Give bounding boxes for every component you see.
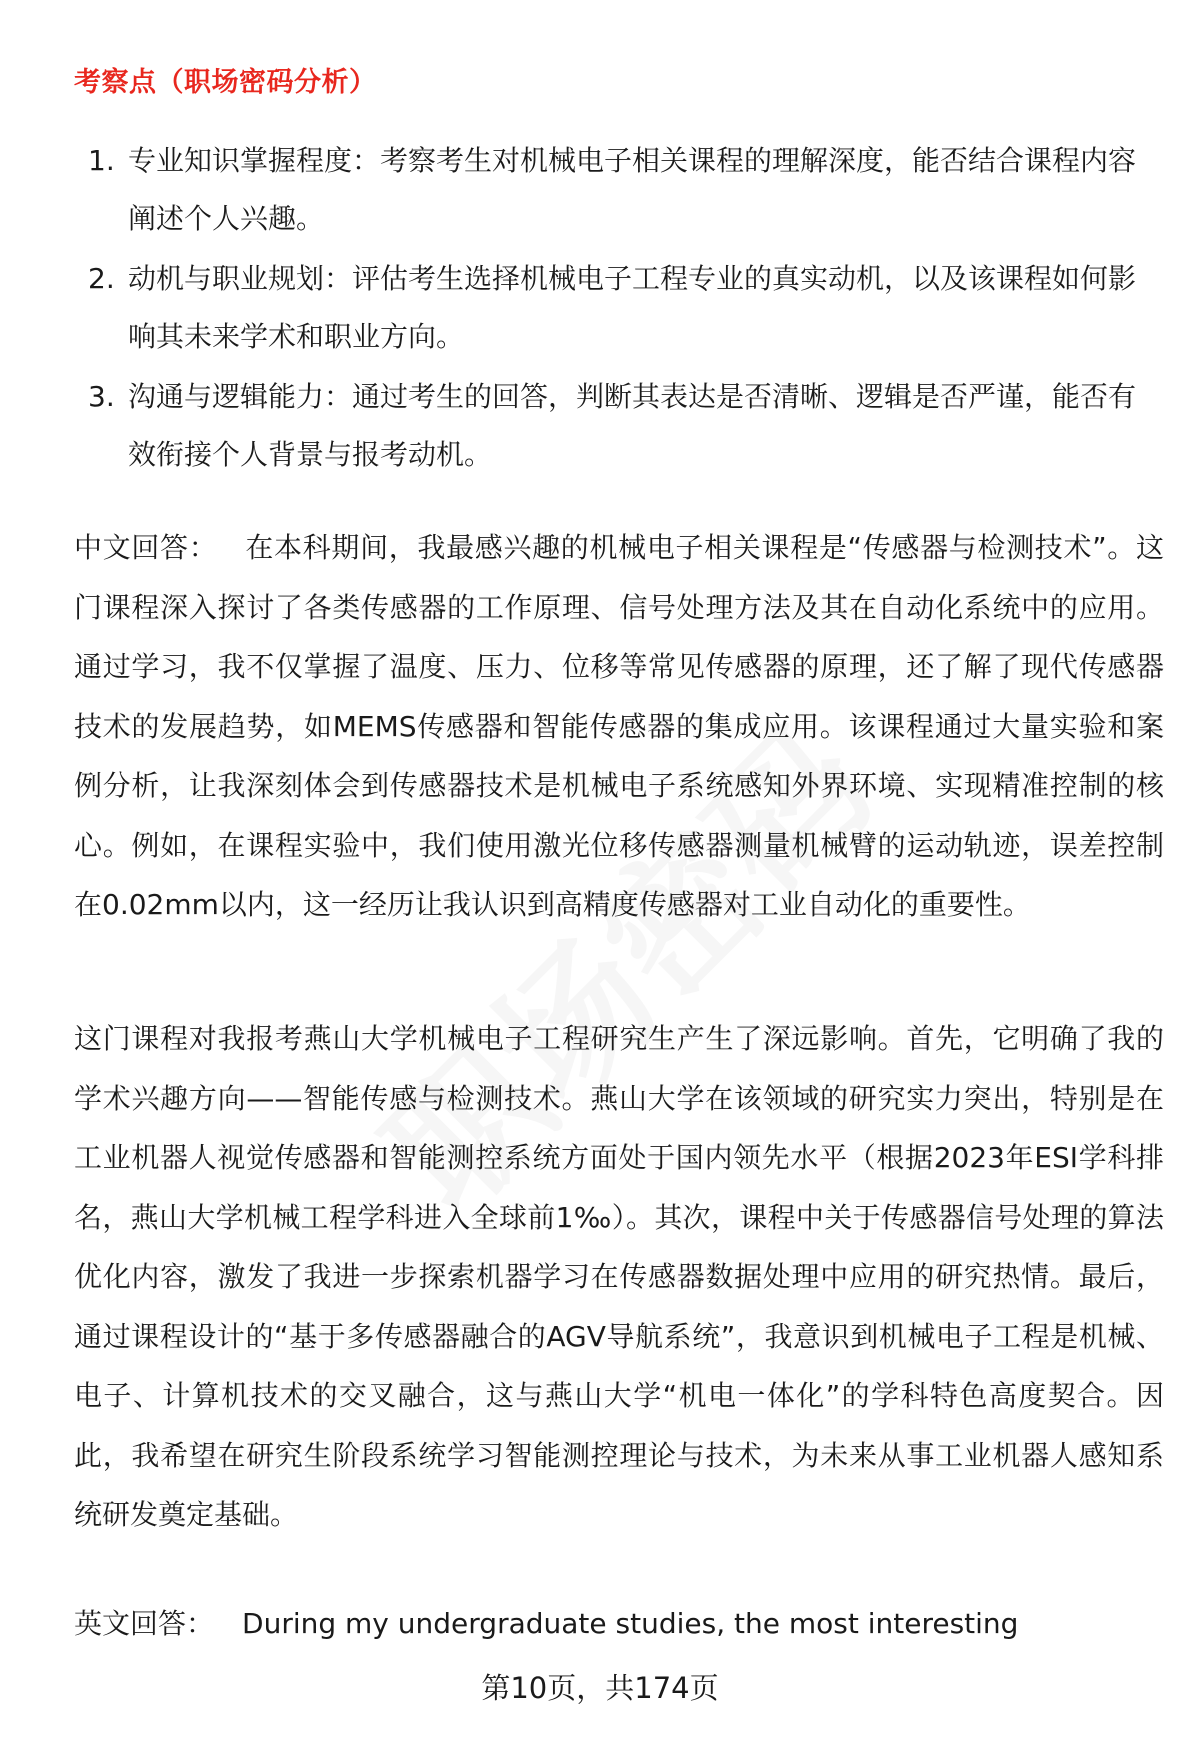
chinese-answer-paragraph-1 [74,518,1164,935]
list-item [74,132,1144,248]
list-item-number: 3. [88,380,115,413]
list-item-text: 沟通与逻辑能力：通过考生的回答，判断其表达是否清晰、逻辑是否严谨，能否有效衔接个人背景与报考动机。 [128,380,1137,471]
list-item-number: 1. [88,144,115,177]
chinese-answer-label: 中文回答： [74,531,218,564]
english-answer-label: 英文回答： [74,1607,215,1640]
english-answer-text: During my undergraduate studies, the most interesting [242,1607,1019,1640]
list-item-text: 专业知识掌握程度：考察考生对机械电子相关课程的理解深度，能否结合课程内容阐述个人兴趣。 [128,144,1137,235]
list-item-number: 2. [88,262,115,295]
list-item [74,368,1144,484]
chinese-answer-text-1: 在本科期间，我最感兴趣的机械电子相关课程是“传感器与检测技术”。这门课程深入探讨了各类传感器的工作原理、信号处理方法及其在自动化系统中的应用。通过学习，我不仅掌握了温度、压力、位移等常见传感器的原理，还了解了现代传感器技术的发展趋势，如MEMS传感器和智能传感器的集成应用。该课程通过大量实验和案例分析，让我深刻体会到传感器技术是机械电子系统感知外界环境、实现精准控制的核心。例如，在课程实验中，我们使用激光位移传感器测量机械臂的运动轨迹，误差控制在0.02mm以内，这一经历让我认识到高精度传感器对工业自动化的重要性。 [74,531,1164,921]
english-answer-paragraph [74,1594,1164,1654]
section-title: 考察点（职场密码分析） [74,67,377,98]
list-item [74,250,1144,366]
assessment-points-list [74,132,1144,486]
page-number-footer: 第10页，共174页 [481,1671,719,1705]
chinese-answer-paragraph-2: 这门课程对我报考燕山大学机械电子工程研究生产生了深远影响。首先，它明确了我的学术兴趣方向——智能传感与检测技术。燕山大学在该领域的研究实力突出，特别是在工业机器人视觉传感器和智能测控系统方面处于国内领先水平（根据2023年ESI学科排名，燕山大学机械工程学科进入全球前1‰）。其次，课程中关于传感器信号处理的算法优化内容，激发了我进一步探索机器学习在传感器数据处理中应用的研究热情。最后，通过课程设计的“基于多传感器融合的AGV导航系统”，我意识到机械电子工程是机械、电子、计算机技术的交叉融合，这与燕山大学“机电一体化”的学科特色高度契合。因此，我希望在研究生阶段系统学习智能测控理论与技术，为未来从事工业机器人感知系统研发奠定基础。 [74,1022,1164,1531]
list-item-text: 动机与职业规划：评估考生选择机械电子工程专业的真实动机，以及该课程如何影响其未来学术和职业方向。 [128,262,1137,353]
